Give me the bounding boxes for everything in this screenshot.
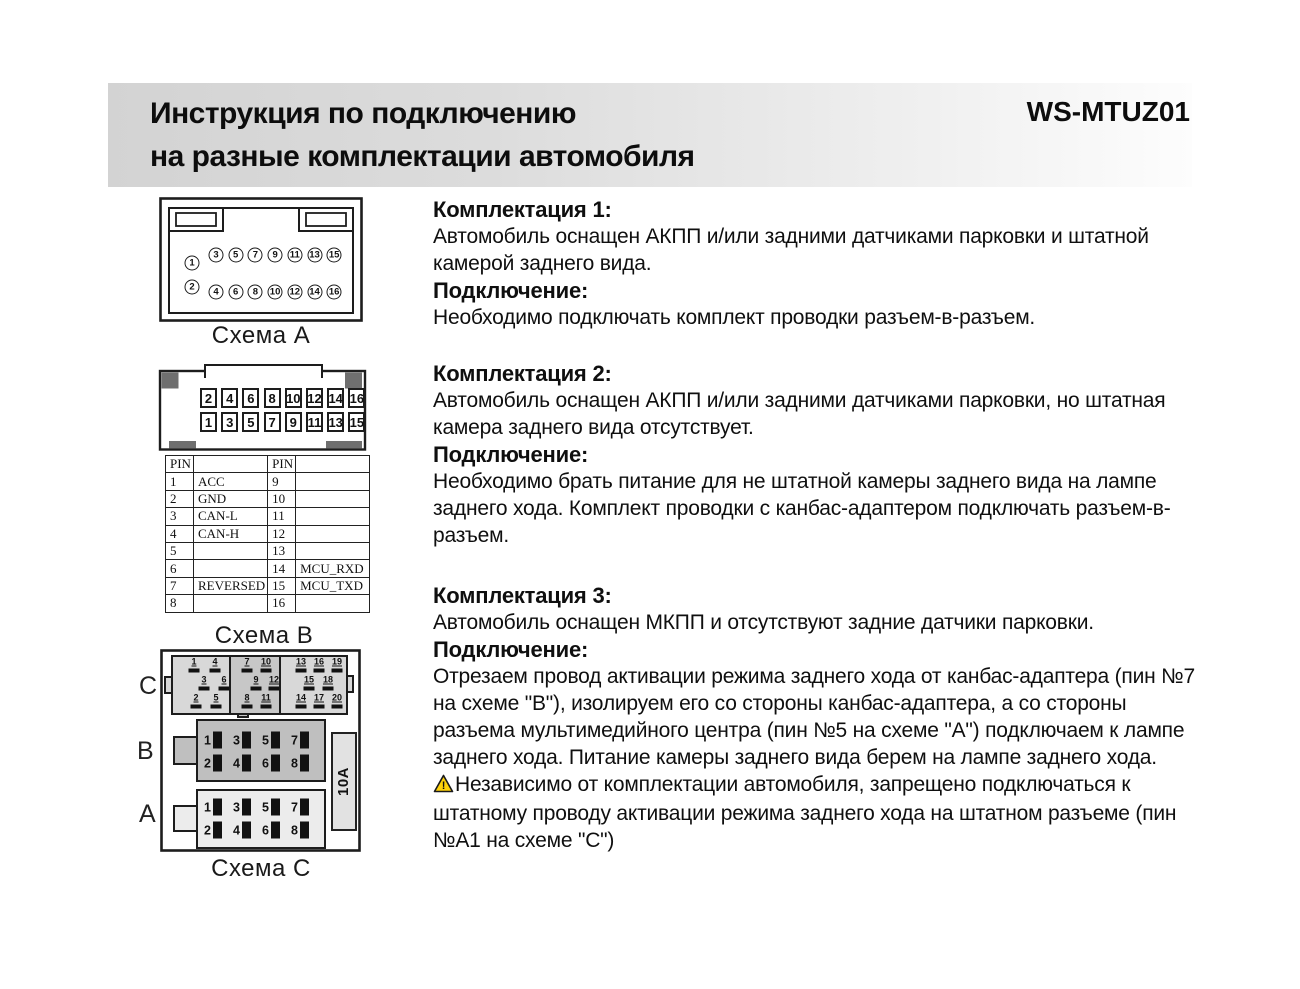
pin-bar-number bbox=[251, 676, 262, 691]
pin-bar-number bbox=[189, 658, 200, 673]
pin-slot bbox=[262, 799, 280, 816]
pin-square: 4 bbox=[221, 388, 238, 408]
section-description: Автомобиль оснащен МКПП и отсутствуют задние датчики парковки. bbox=[433, 611, 1094, 634]
pin-bar-number bbox=[314, 658, 325, 673]
pin-contact-bar bbox=[314, 704, 325, 709]
pin-slot bbox=[233, 822, 251, 839]
pin-square: 16 bbox=[348, 388, 365, 408]
pin-number: 12 bbox=[268, 674, 279, 685]
table-cell bbox=[296, 525, 370, 542]
pin-number: 8 bbox=[291, 823, 298, 837]
pin-number: 16 bbox=[313, 656, 324, 667]
pin-number: 14 bbox=[295, 692, 306, 703]
pin-contact-slot bbox=[271, 822, 280, 839]
pin-circle: 14 bbox=[307, 285, 322, 300]
scheme-b-diagram bbox=[158, 362, 368, 452]
table-row bbox=[166, 542, 370, 559]
pin-bar-number bbox=[211, 694, 222, 709]
pin-circle: 3 bbox=[209, 248, 224, 263]
pin-bar-number bbox=[210, 658, 221, 673]
table-row bbox=[166, 595, 370, 612]
pin-number: 20 bbox=[331, 692, 342, 703]
table-cell: 10 bbox=[268, 490, 296, 507]
pin-number: 6 bbox=[221, 674, 227, 685]
group-letter-b: B bbox=[137, 737, 154, 765]
table-row bbox=[166, 577, 370, 594]
table-cell bbox=[194, 560, 268, 577]
connection-heading: Подключение: bbox=[433, 278, 589, 303]
pin-number: 11 bbox=[261, 692, 271, 703]
table-row bbox=[166, 456, 370, 473]
table-cell bbox=[194, 542, 268, 559]
table-cell: 11 bbox=[268, 508, 296, 525]
pin-bar-number bbox=[323, 676, 334, 691]
pin-square: 10 bbox=[285, 388, 302, 408]
table-cell bbox=[296, 595, 370, 612]
table-cell: MCU_RXD bbox=[296, 560, 370, 577]
table-cell: REVERSED bbox=[194, 577, 268, 594]
pin-square: 3 bbox=[221, 412, 238, 432]
model-number: WS-MTUZ01 bbox=[1026, 96, 1190, 127]
scheme-a-diagram bbox=[159, 197, 363, 325]
table-cell bbox=[194, 456, 268, 473]
pin-number: 5 bbox=[262, 800, 269, 814]
pin-bar-number bbox=[269, 676, 280, 691]
page-title-line2: на разные комплектации автомобиля bbox=[150, 140, 695, 173]
pin-circle: 8 bbox=[248, 285, 263, 300]
pin-slot bbox=[204, 755, 222, 772]
pin-slot bbox=[233, 732, 251, 749]
content-column bbox=[433, 196, 1199, 854]
pin-number: 3 bbox=[233, 733, 240, 747]
pin-number: 4 bbox=[212, 656, 218, 667]
pin-contact-bar bbox=[304, 686, 315, 691]
table-cell: 3 bbox=[166, 508, 194, 525]
pin-square: 11 bbox=[306, 412, 323, 432]
pin-contact-slot bbox=[271, 799, 280, 816]
warning-text: Независимо от комплектации автомобиля, запрещено подключаться к штатному проводу активации режима заднего хода на штатном разъеме (пин №А1 на схеме "С") bbox=[433, 773, 1177, 852]
pin-bar-number bbox=[242, 694, 253, 709]
connection-text: Отрезаем провод активации режима заднего хода от канбас-адаптера (пин №7 на схеме "B"), изолируем его со стороны канбас-адаптера, а со стороны разъема мультимедийного центра (пин №5 на схеме "A") подключаем к лампе заднего хода. Питание камеры заднего вида берем на лампе заднего хода. bbox=[433, 665, 1195, 769]
fuse-box bbox=[331, 732, 357, 831]
pin-number: 3 bbox=[201, 674, 207, 685]
pin-contact-bar bbox=[332, 704, 343, 709]
pin-number: 18 bbox=[322, 674, 333, 685]
table-cell: 8 bbox=[166, 595, 194, 612]
pin-contact-bar bbox=[314, 668, 325, 673]
pin-contact-bar bbox=[261, 704, 272, 709]
table-row bbox=[166, 490, 370, 507]
table-row bbox=[166, 525, 370, 542]
pin-contact-bar bbox=[189, 668, 200, 673]
table-cell: PIN bbox=[166, 456, 194, 473]
pin-contact-bar bbox=[242, 668, 253, 673]
table-row bbox=[166, 473, 370, 490]
pin-contact-bar bbox=[261, 668, 272, 673]
pin-contact-slot bbox=[242, 822, 251, 839]
svg-text:!: ! bbox=[441, 780, 446, 792]
pin-number: 6 bbox=[262, 823, 269, 837]
pin-slot bbox=[204, 732, 222, 749]
warning-paragraph bbox=[433, 771, 1199, 854]
table-cell: 16 bbox=[268, 595, 296, 612]
table-cell: 4 bbox=[166, 525, 194, 542]
pin-number: 1 bbox=[191, 656, 197, 667]
pin-contact-slot bbox=[300, 755, 309, 772]
pin-contact-bar bbox=[296, 668, 307, 673]
pin-circle: 15 bbox=[327, 248, 342, 263]
table-row bbox=[166, 508, 370, 525]
pin-number: 19 bbox=[331, 656, 342, 667]
pin-contact-slot bbox=[300, 732, 309, 749]
pin-bar-number bbox=[296, 694, 307, 709]
section-komplektacia-2 bbox=[433, 360, 1199, 549]
pin-contact-slot bbox=[271, 732, 280, 749]
pin-contact-slot bbox=[242, 755, 251, 772]
pin-contact-bar bbox=[251, 686, 262, 691]
pin-square: 9 bbox=[285, 412, 302, 432]
fuse-label: 10A bbox=[335, 766, 353, 797]
pin-number: 9 bbox=[253, 674, 259, 685]
scheme-a-label: Схема A bbox=[211, 322, 311, 349]
group-letter-c: C bbox=[139, 672, 158, 700]
pin-number: 4 bbox=[233, 756, 240, 770]
pin-contact-bar bbox=[191, 704, 202, 709]
pin-bar-number bbox=[219, 676, 230, 691]
table-cell: ACC bbox=[194, 473, 268, 490]
pin-circle: 13 bbox=[307, 248, 322, 263]
pin-slot bbox=[204, 799, 222, 816]
pin-square: 8 bbox=[264, 388, 281, 408]
group-letter-a: A bbox=[139, 800, 156, 828]
table-cell: CAN-H bbox=[194, 525, 268, 542]
pin-circle: 1 bbox=[185, 256, 200, 271]
pin-bar-number bbox=[332, 694, 343, 709]
pin-contact-bar bbox=[199, 686, 210, 691]
pin-number: 7 bbox=[291, 733, 298, 747]
pin-square: 1 bbox=[200, 412, 217, 432]
section-description: Автомобиль оснащен АКПП и/или задними датчиками парковки и штатной камерой заднего вида. bbox=[433, 225, 1149, 275]
pin-contact-slot bbox=[213, 799, 222, 816]
pin-bar-number bbox=[191, 694, 202, 709]
pin-slot bbox=[291, 732, 309, 749]
pin-square: 12 bbox=[306, 388, 323, 408]
pin-circle: 4 bbox=[209, 285, 224, 300]
pin-contact-slot bbox=[213, 732, 222, 749]
connection-text: Необходимо брать питание для не штатной камеры заднего вида на лампе заднего хода. Комплект проводки с канбас-адаптером подключать разъем-в-разъем. bbox=[433, 470, 1171, 547]
pin-number: 5 bbox=[262, 733, 269, 747]
pin-table-body bbox=[166, 456, 370, 613]
pin-contact-bar bbox=[323, 686, 334, 691]
pin-slot bbox=[233, 799, 251, 816]
scheme-c-label: Схема C bbox=[211, 855, 311, 882]
pin-square: 2 bbox=[200, 388, 217, 408]
table-cell bbox=[296, 542, 370, 559]
table-cell: 12 bbox=[268, 525, 296, 542]
page-title bbox=[150, 92, 695, 187]
pin-bar-number bbox=[261, 658, 272, 673]
scheme-c-diagram bbox=[160, 649, 362, 853]
pin-slot bbox=[233, 755, 251, 772]
pin-number: 7 bbox=[291, 800, 298, 814]
table-cell: 2 bbox=[166, 490, 194, 507]
pin-number: 4 bbox=[233, 823, 240, 837]
table-cell: GND bbox=[194, 490, 268, 507]
pin-contact-slot bbox=[300, 799, 309, 816]
table-row bbox=[166, 560, 370, 577]
pin-number: 6 bbox=[262, 756, 269, 770]
pin-slot bbox=[291, 755, 309, 772]
pin-circle: 12 bbox=[287, 285, 302, 300]
pin-circle: 10 bbox=[268, 285, 283, 300]
pin-circle: 16 bbox=[327, 285, 342, 300]
header-bar bbox=[108, 83, 1192, 187]
pin-square: 6 bbox=[242, 388, 259, 408]
pin-number: 13 bbox=[295, 656, 306, 667]
pin-number: 3 bbox=[233, 800, 240, 814]
table-cell: 6 bbox=[166, 560, 194, 577]
table-cell bbox=[296, 473, 370, 490]
pin-contact-bar bbox=[269, 686, 280, 691]
pin-contact-bar bbox=[242, 704, 253, 709]
pin-circle: 9 bbox=[268, 248, 283, 263]
pin-circle: 11 bbox=[287, 248, 302, 263]
table-cell: 14 bbox=[268, 560, 296, 577]
pin-contact-slot bbox=[242, 799, 251, 816]
section-description: Автомобиль оснащен АКПП и/или задними датчиками парковки, но штатная камера заднего вида отсутствует. bbox=[433, 389, 1166, 439]
table-cell: 9 bbox=[268, 473, 296, 490]
table-cell bbox=[296, 490, 370, 507]
warning-icon bbox=[433, 773, 454, 800]
pin-contact-bar bbox=[332, 668, 343, 673]
scheme-b-label: Схема B bbox=[214, 622, 314, 649]
pin-contact-bar bbox=[219, 686, 230, 691]
pin-bar-number bbox=[314, 694, 325, 709]
pin-contact-slot bbox=[300, 822, 309, 839]
pin-bar-number bbox=[304, 676, 315, 691]
pin-slot bbox=[291, 822, 309, 839]
pin-number: 2 bbox=[204, 823, 211, 837]
pin-number: 8 bbox=[244, 692, 250, 703]
pin-number: 8 bbox=[291, 756, 298, 770]
pin-slot bbox=[291, 799, 309, 816]
pin-circle: 7 bbox=[248, 248, 263, 263]
pin-number: 17 bbox=[313, 692, 324, 703]
connection-heading: Подключение: bbox=[433, 442, 589, 467]
pin-slot bbox=[262, 822, 280, 839]
pin-slot bbox=[262, 732, 280, 749]
pin-square: 14 bbox=[327, 388, 344, 408]
table-cell: 13 bbox=[268, 542, 296, 559]
pin-number: 1 bbox=[204, 733, 211, 747]
pin-circle: 2 bbox=[185, 280, 200, 295]
table-cell: MCU_TXD bbox=[296, 577, 370, 594]
pin-contact-slot bbox=[213, 755, 222, 772]
pin-slot bbox=[262, 755, 280, 772]
connection-text: Необходимо подключать комплект проводки разъем-в-разъем. bbox=[433, 306, 1036, 329]
table-cell: CAN-L bbox=[194, 508, 268, 525]
pin-bar-number bbox=[296, 658, 307, 673]
pin-slot bbox=[204, 822, 222, 839]
section-heading: Комплектация 2: bbox=[433, 361, 612, 386]
pin-contact-slot bbox=[271, 755, 280, 772]
pin-number: 2 bbox=[204, 756, 211, 770]
pin-number: 15 bbox=[303, 674, 314, 685]
pin-number: 2 bbox=[193, 692, 199, 703]
pin-table bbox=[165, 455, 370, 613]
pin-number: 5 bbox=[213, 692, 219, 703]
section-heading: Комплектация 3: bbox=[433, 583, 612, 608]
pin-square: 13 bbox=[327, 412, 344, 432]
section-komplektacia-3 bbox=[433, 582, 1199, 854]
section-komplektacia-1 bbox=[433, 196, 1199, 331]
pin-bar-number bbox=[261, 694, 272, 709]
pin-contact-bar bbox=[210, 668, 221, 673]
table-cell: 5 bbox=[166, 542, 194, 559]
connection-heading: Подключение: bbox=[433, 637, 589, 662]
table-cell: 15 bbox=[268, 577, 296, 594]
table-cell: 1 bbox=[166, 473, 194, 490]
pin-circle: 6 bbox=[228, 285, 243, 300]
pin-square: 5 bbox=[242, 412, 259, 432]
pin-contact-slot bbox=[213, 822, 222, 839]
pin-contact-bar bbox=[211, 704, 222, 709]
pin-bar-number bbox=[332, 658, 343, 673]
pin-bar-number bbox=[242, 658, 253, 673]
table-cell bbox=[296, 456, 370, 473]
table-cell bbox=[194, 595, 268, 612]
table-cell bbox=[296, 508, 370, 525]
section-heading: Комплектация 1: bbox=[433, 197, 612, 222]
pin-number: 1 bbox=[204, 800, 211, 814]
page-title-line1: Инструкция по подключению bbox=[150, 97, 576, 130]
pin-square: 15 bbox=[348, 412, 365, 432]
pin-bar-number bbox=[199, 676, 210, 691]
pin-number: 10 bbox=[260, 656, 271, 667]
pin-contact-bar bbox=[296, 704, 307, 709]
table-cell: 7 bbox=[166, 577, 194, 594]
table-cell: PIN bbox=[268, 456, 296, 473]
pin-number: 7 bbox=[244, 656, 250, 667]
pin-circle: 5 bbox=[228, 248, 243, 263]
pin-square: 7 bbox=[264, 412, 281, 432]
pin-contact-slot bbox=[242, 732, 251, 749]
